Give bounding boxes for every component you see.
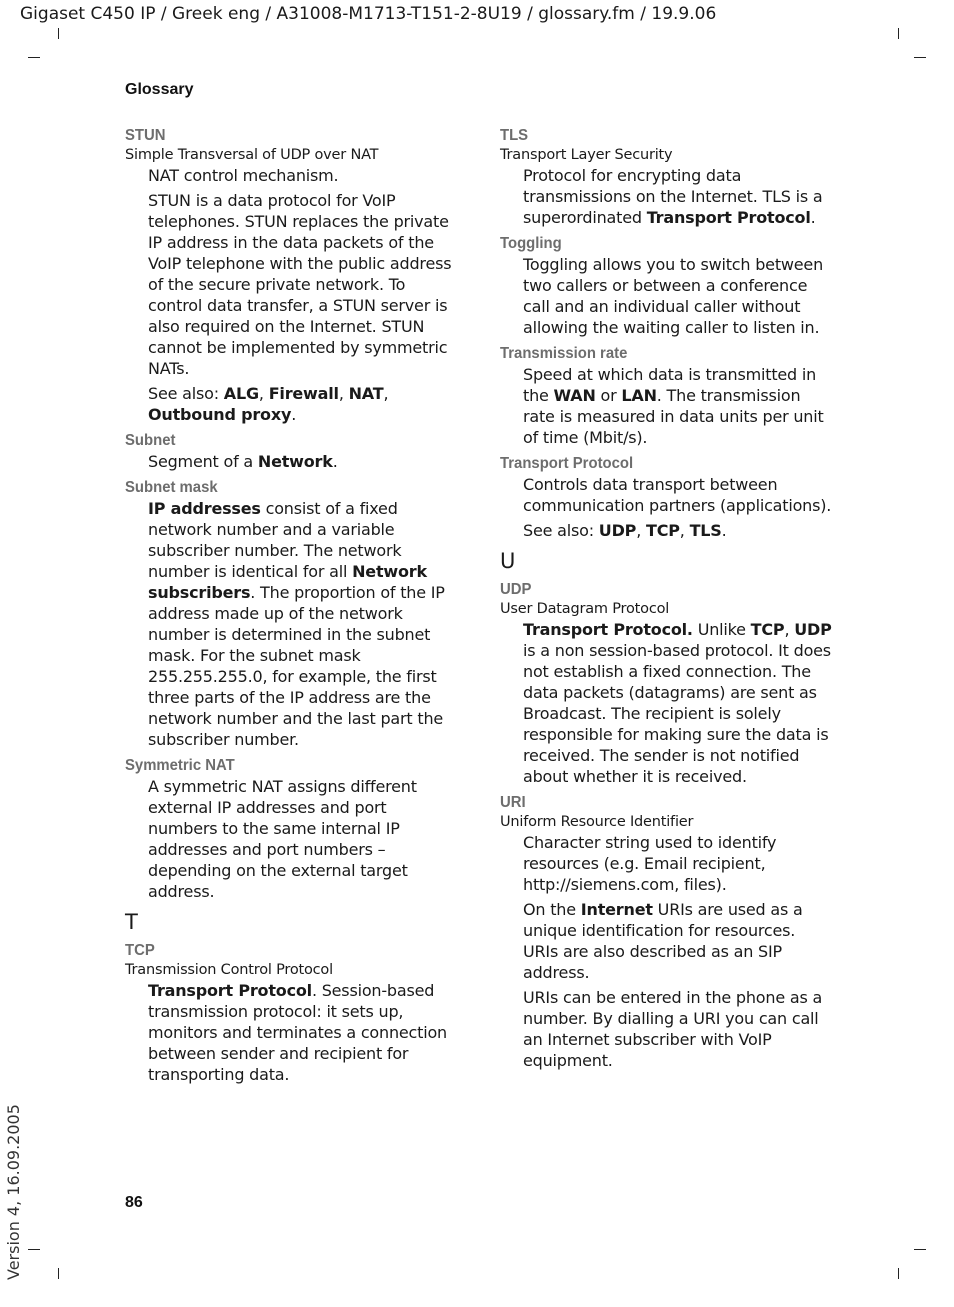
- glossary-term: Symmetric NAT: [125, 757, 235, 774]
- glossary-right-column: [500, 125, 835, 1076]
- cross-reference: NAT: [348, 384, 384, 403]
- glossary-term: TLS: [500, 127, 529, 144]
- glossary-definition: Speed at which data is transmitted in the WAN or LAN. The transmission rate is measured in data units per unit of time (Mbit/s).: [523, 365, 824, 447]
- crop-mark-bottom-left-horizontal: [28, 1249, 40, 1250]
- section-title: Glossary: [125, 81, 194, 98]
- document-info-header: Gigaset C450 IP / Greek eng / A31008-M1713-T151-2-8U19 / glossary.fm / 19.9.06: [20, 4, 717, 24]
- glossary-term: UDP: [500, 581, 532, 598]
- glossary-definition: Protocol for encrypting data transmissions on the Internet. TLS is a superordinated Transport Protocol.: [523, 166, 823, 227]
- crop-mark-bottom-left-vertical: [58, 1268, 59, 1279]
- glossary-term: Transport Protocol: [500, 455, 634, 472]
- glossary-definition: STUN is a data protocol for VoIP telephones. STUN replaces the private IP address in the data packets of the VoIP telephone with the public address of the secure private network. To control data transfer, a STUN server is also required on the Internet. STUN cannot be implemented by symmetric NATs.: [148, 191, 452, 378]
- crop-mark-top-left-vertical: [58, 28, 59, 39]
- glossary-definition: A symmetric NAT assigns different external IP addresses and port numbers to the same internal IP addresses and port numbers – depending on the external target address.: [148, 777, 417, 901]
- cross-reference: Network: [257, 452, 333, 471]
- letter-heading: U: [500, 549, 516, 573]
- cross-reference: Firewall: [268, 384, 339, 403]
- glossary-definition: On the Internet URIs are used as a unique identification for resources. URIs are also described as an SIP address.: [523, 900, 803, 982]
- glossary-definition: NAT control mechanism.: [148, 166, 339, 185]
- cross-reference: TCP: [645, 521, 680, 540]
- glossary-left-column: [125, 125, 460, 1090]
- glossary-term: Subnet: [125, 432, 176, 449]
- page-number: 86: [125, 1194, 143, 1211]
- glossary-definition: Character string used to identify resources (e.g. Email recipient, http://siemens.com, files).: [523, 833, 777, 894]
- cross-reference: TLS: [689, 521, 722, 540]
- glossary-term: TCP: [125, 942, 155, 959]
- crop-mark-top-right-horizontal: [914, 57, 926, 58]
- glossary-term: Toggling: [500, 235, 562, 252]
- glossary-definition: Transport Protocol. Unlike TCP, UDP is a non session-based protocol. It does not establish a fixed connection. The data packets (datagrams) are sent as Broadcast. The recipient is solely responsible for making sure the data is received. The sender is not notified about whether it is received.: [523, 620, 832, 786]
- glossary-entry-tcp: [125, 940, 460, 1085]
- glossary-term: Transmission rate: [500, 345, 628, 362]
- glossary-term-expansion: Transmission Control Protocol: [125, 962, 333, 978]
- glossary-entry-subnet: [125, 430, 460, 472]
- glossary-entry-tls: [500, 125, 835, 228]
- cross-reference: TCP: [750, 620, 785, 639]
- cross-reference: Transport Protocol: [148, 981, 312, 1000]
- glossary-term: URI: [500, 794, 526, 811]
- glossary-definition: Toggling allows you to switch between two callers or between a conference call and an individual caller without allowing the waiting caller to listen in.: [523, 255, 824, 337]
- cross-reference: LAN: [621, 386, 657, 405]
- glossary-definition: See also: ALG, Firewall, NAT, Outbound proxy.: [148, 384, 389, 424]
- letter-heading: T: [125, 910, 138, 934]
- cross-reference: Network subscribers: [148, 562, 427, 602]
- cross-reference: WAN: [553, 386, 596, 405]
- crop-mark-bottom-right-horizontal: [914, 1249, 926, 1250]
- cross-reference: IP addresses: [148, 499, 261, 518]
- glossary-entry-symmetric-nat: [125, 755, 460, 902]
- glossary-definition: URIs can be entered in the phone as a number. By dialling a URI you can call an Internet subscriber with VoIP equipment.: [523, 988, 823, 1070]
- cross-reference: Outbound proxy: [148, 405, 292, 424]
- glossary-definition: Transport Protocol. Session-based transmission protocol: it sets up, monitors and terminates a connection between sender and recipient for transporting data.: [148, 981, 447, 1084]
- crop-mark-top-right-vertical: [898, 28, 899, 39]
- glossary-term-expansion: Simple Transversal of UDP over NAT: [125, 147, 379, 163]
- cross-reference: Transport Protocol: [646, 208, 811, 227]
- version-stamp: Version 4, 16.09.2005: [4, 1104, 23, 1280]
- glossary-entry-uri: [500, 792, 835, 1071]
- cross-reference: Transport Protocol.: [523, 620, 693, 639]
- cross-reference: ALG: [223, 384, 259, 403]
- glossary-definition: Controls data transport between communication partners (applications).: [523, 475, 832, 515]
- cross-reference: UDP: [794, 620, 832, 639]
- glossary-term-expansion: Uniform Resource Identifier: [500, 814, 694, 830]
- crop-mark-bottom-right-vertical: [898, 1268, 899, 1279]
- glossary-entry-transmission-rate: [500, 343, 835, 448]
- glossary-entry-stun: [125, 125, 460, 425]
- glossary-entry-subnet-mask: [125, 477, 460, 750]
- glossary-definition: Segment of a Network.: [148, 452, 338, 471]
- glossary-term-expansion: Transport Layer Security: [500, 147, 673, 163]
- glossary-definition: See also: UDP, TCP, TLS.: [523, 521, 727, 540]
- glossary-term: Subnet mask: [125, 479, 218, 496]
- glossary-entry-transport-protocol: [500, 453, 835, 541]
- glossary-definition: IP addresses consist of a fixed network number and a variable subscriber number. The network number is identical for all Network subscribers. The proportion of the IP address made up of the network number is determined in the subnet mask. For the subnet mask 255.255.255.0, for example, the first three parts of the IP address are the network number and the last part the subscriber number.: [148, 499, 445, 749]
- glossary-term: STUN: [125, 127, 166, 144]
- glossary-term-expansion: User Datagram Protocol: [500, 601, 670, 617]
- cross-reference: Internet: [580, 900, 653, 919]
- glossary-entry-toggling: [500, 233, 835, 338]
- cross-reference: UDP: [598, 521, 637, 540]
- crop-mark-top-left-horizontal: [28, 57, 40, 58]
- glossary-entry-udp: [500, 579, 835, 787]
